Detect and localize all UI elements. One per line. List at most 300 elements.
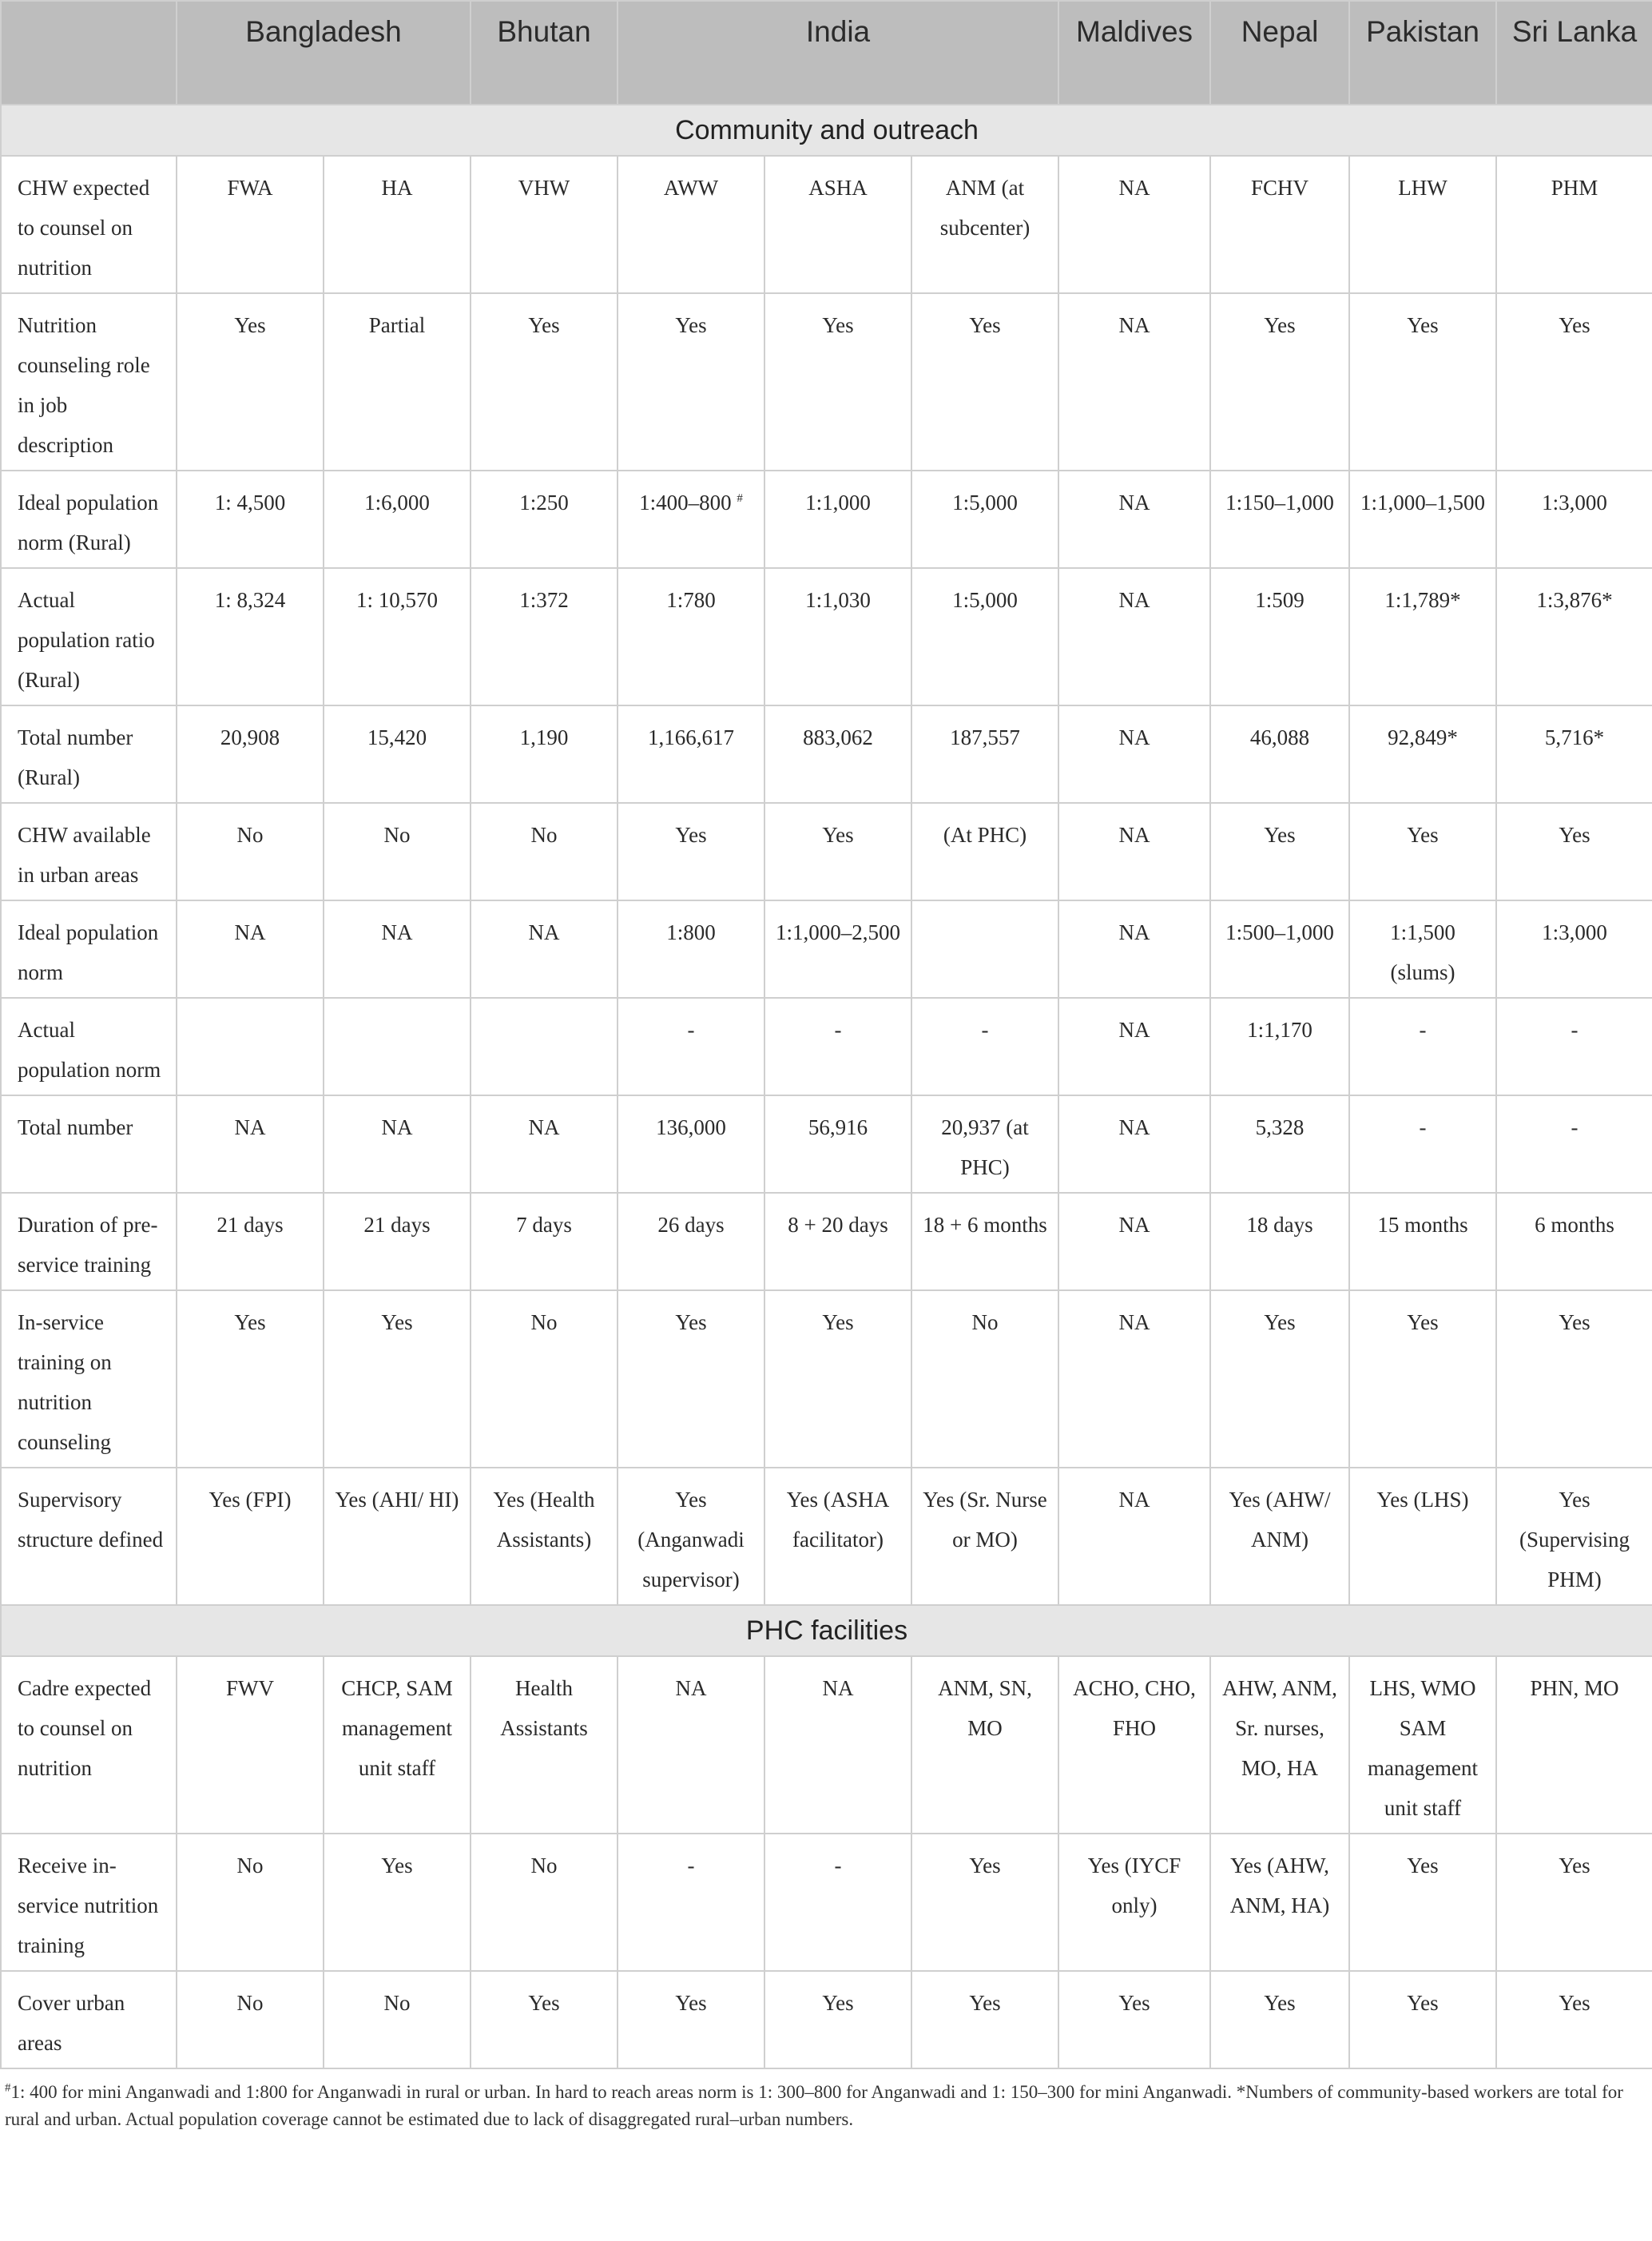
row-label: Ideal population norm <box>1 900 177 998</box>
row-label: Total number (Rural) <box>1 705 177 803</box>
table-cell <box>471 293 618 471</box>
table-row <box>1 1834 1652 1971</box>
row-label: Cadre expected to counsel on nutrition <box>1 1656 177 1834</box>
table-cell <box>764 568 911 705</box>
cell-value: Yes <box>1264 1310 1296 1334</box>
table-cell <box>911 1193 1058 1290</box>
row-label: Duration of pre-service training <box>1 1193 177 1290</box>
cell-value: 15,420 <box>367 725 427 749</box>
table-cell <box>1496 156 1652 293</box>
table-cell <box>911 803 1058 900</box>
header-india: India <box>618 1 1058 105</box>
cell-value: 1:1,000–2,500 <box>776 920 901 944</box>
cell-value: Yes <box>381 1310 413 1334</box>
table-cell <box>911 1468 1058 1605</box>
cell-value: NA <box>1118 491 1150 515</box>
row-label: Ideal population norm (Rural) <box>1 471 177 568</box>
row-label: Supervisory structure defined <box>1 1468 177 1605</box>
table-cell <box>324 1468 471 1605</box>
cell-value: 1: 4,500 <box>214 491 286 515</box>
table-cell <box>1496 1971 1652 2068</box>
table-cell <box>764 1193 911 1290</box>
row-label: CHW available in urban areas <box>1 803 177 900</box>
cell-value: Yes <box>1264 313 1296 337</box>
table-cell <box>471 1656 618 1834</box>
table-cell <box>177 705 324 803</box>
cell-value: 21 days <box>216 1213 284 1237</box>
table-cell <box>1210 1290 1349 1468</box>
table-cell <box>177 156 324 293</box>
table-cell <box>471 156 618 293</box>
table-cell <box>1058 1834 1210 1971</box>
row-label: Cover urban areas <box>1 1971 177 2068</box>
cell-value: - <box>1571 1115 1579 1139</box>
table-cell <box>618 471 764 568</box>
table-cell <box>911 568 1058 705</box>
cell-value: - <box>1419 1115 1427 1139</box>
table-cell <box>764 1834 911 1971</box>
table-cell <box>177 1290 324 1468</box>
header-pakistan: Pakistan <box>1349 1 1496 105</box>
header-nepal: Nepal <box>1210 1 1349 105</box>
table-row <box>1 1095 1652 1193</box>
cell-value: No <box>236 1854 264 1877</box>
cell-value: PHM <box>1551 176 1598 200</box>
cell-value: 1:3,000 <box>1542 920 1607 944</box>
cell-value: 1: 8,324 <box>214 588 286 612</box>
table-cell <box>618 1834 764 1971</box>
cell-value: 136,000 <box>656 1115 726 1139</box>
table-row <box>1 1193 1652 1290</box>
table-cell <box>324 900 471 998</box>
cell-value: 187,557 <box>950 725 1020 749</box>
table-cell <box>911 998 1058 1095</box>
cell-value: NA <box>1118 920 1150 944</box>
table-cell <box>1496 471 1652 568</box>
cell-value: 5,716* <box>1544 725 1605 749</box>
cell-value: NA <box>1118 1018 1150 1042</box>
table-cell <box>324 1290 471 1468</box>
table-cell <box>177 900 324 998</box>
cell-value: NA <box>1118 176 1150 200</box>
table-cell <box>618 1656 764 1834</box>
table-cell <box>1058 1095 1210 1193</box>
table-cell <box>911 1971 1058 2068</box>
cell-value: 18 + 6 months <box>923 1213 1047 1237</box>
cell-value: 1:150–1,000 <box>1225 491 1334 515</box>
table-cell <box>1349 1656 1496 1834</box>
table-cell <box>1349 471 1496 568</box>
cell-value: NA <box>1118 1488 1150 1512</box>
cell-value: Yes (LHS) <box>1376 1488 1469 1512</box>
table-cell <box>1058 568 1210 705</box>
table-cell <box>1349 998 1496 1095</box>
cell-value: Yes <box>528 313 560 337</box>
table-cell <box>618 293 764 471</box>
cell-value: NA <box>1118 1115 1150 1139</box>
table-cell <box>324 803 471 900</box>
row-label: Total number <box>1 1095 177 1193</box>
cell-value: Yes <box>675 1991 707 2015</box>
table-cell <box>1210 803 1349 900</box>
cell-value: Yes <box>1559 823 1590 847</box>
table-cell <box>177 1971 324 2068</box>
cell-value: - <box>981 1018 989 1042</box>
cell-value: No <box>383 1991 411 2015</box>
table-cell <box>911 1656 1058 1834</box>
cell-value: Yes (Supervising PHM) <box>1519 1488 1630 1591</box>
header-row <box>1 1 1652 105</box>
cell-value: Yes <box>1559 313 1590 337</box>
cell-value: 1:5,000 <box>952 491 1018 515</box>
cell-value: No <box>530 1854 558 1877</box>
cell-value: (At PHC) <box>943 823 1027 847</box>
table-cell <box>1058 803 1210 900</box>
table-cell <box>1210 1656 1349 1834</box>
table-cell <box>1058 1971 1210 2068</box>
table-cell <box>177 568 324 705</box>
table-cell <box>471 568 618 705</box>
table-cell <box>1349 293 1496 471</box>
cell-value: NA <box>822 1676 854 1700</box>
cell-value: FWV <box>226 1676 274 1700</box>
cell-value: Yes <box>1559 1854 1590 1877</box>
table-cell <box>1210 1095 1349 1193</box>
header-bangladesh: Bangladesh <box>177 1 471 105</box>
table-cell <box>1058 156 1210 293</box>
cell-value: ACHO, CHO, FHO <box>1073 1676 1196 1740</box>
cell-value: NA <box>234 920 266 944</box>
table-cell <box>1496 293 1652 471</box>
table-cell <box>1349 1468 1496 1605</box>
table-cell <box>618 1971 764 2068</box>
cell-value: 1:250 <box>519 491 569 515</box>
cell-value: 1:1,000 <box>805 491 871 515</box>
table-cell <box>1349 1834 1496 1971</box>
table-cell <box>177 293 324 471</box>
table-cell <box>618 568 764 705</box>
table-cell <box>471 998 618 1095</box>
table-cell <box>764 998 911 1095</box>
table-cell <box>618 1193 764 1290</box>
table-cell <box>764 1468 911 1605</box>
table-cell <box>1058 900 1210 998</box>
table-cell <box>618 803 764 900</box>
table-cell <box>471 1290 618 1468</box>
table-cell <box>1496 998 1652 1095</box>
cell-value: Health Assistants <box>500 1676 588 1740</box>
cell-value: 20,908 <box>220 725 280 749</box>
table-cell <box>324 1834 471 1971</box>
section-row <box>1 1605 1652 1656</box>
cell-value: NA <box>675 1676 707 1700</box>
table-row <box>1 998 1652 1095</box>
table-cell <box>1210 1971 1349 2068</box>
cell-value: Yes <box>1559 1991 1590 2015</box>
cell-value: Yes <box>1407 1310 1439 1334</box>
cell-value: Yes (AHW, ANM, HA) <box>1229 1854 1330 1917</box>
cell-value: 1:1,500 (slums) <box>1390 920 1455 984</box>
row-label: Nutrition counseling role in job description <box>1 293 177 471</box>
cell-value: AWW <box>663 176 719 200</box>
table-cell <box>471 471 618 568</box>
header-maldives: Maldives <box>1058 1 1210 105</box>
cell-value: Yes (ASHA facilitator) <box>786 1488 890 1552</box>
cell-value: ASHA <box>808 176 868 200</box>
row-label: Receive in-service nutrition training <box>1 1834 177 1971</box>
table-cell <box>764 705 911 803</box>
table-cell <box>1349 1193 1496 1290</box>
table-row <box>1 705 1652 803</box>
cell-value: 8 + 20 days <box>788 1213 888 1237</box>
table-cell <box>324 1193 471 1290</box>
table-cell <box>471 1193 618 1290</box>
footnote-text: 1: 400 for mini Anganwadi and 1:800 for Anganwadi in rural or urban. In hard to reach areas norm is 1: 300–800 for Anganwadi and 1: 150–300 for mini Anganwadi. *Numbers of community-based workers are total for rural and urban. Actual population coverage cannot be estimated due to lack of disaggregated rural–urban numbers. <box>5 2082 1623 2129</box>
table-cell <box>324 293 471 471</box>
cell-value: Partial <box>368 313 426 337</box>
cell-value: CHCP, SAM management unit staff <box>341 1676 453 1780</box>
cell-value: Yes <box>1264 1991 1296 2015</box>
table-cell <box>1349 1095 1496 1193</box>
table-row <box>1 803 1652 900</box>
table-cell <box>1349 900 1496 998</box>
cell-value: Yes <box>1118 1991 1150 2015</box>
cell-value: PHN, MO <box>1530 1676 1619 1700</box>
table-cell <box>911 1290 1058 1468</box>
cell-value: Yes <box>675 823 707 847</box>
cell-value: LHW <box>1398 176 1447 200</box>
table-cell <box>471 803 618 900</box>
header-blank <box>1 1 177 105</box>
cell-value: Yes <box>969 1991 1001 2015</box>
table-footnote <box>0 2069 1652 2133</box>
table-cell <box>1349 568 1496 705</box>
cell-value: Yes <box>822 1991 854 2015</box>
table-cell <box>1496 1834 1652 1971</box>
cell-value: Yes <box>675 1310 707 1334</box>
table-row <box>1 156 1652 293</box>
cell-value: Yes <box>1559 1310 1590 1334</box>
table-cell <box>1496 568 1652 705</box>
table-row <box>1 293 1652 471</box>
cell-value: - <box>834 1018 842 1042</box>
table-cell <box>764 1290 911 1468</box>
cell-value: NA <box>381 920 413 944</box>
table-cell <box>764 293 911 471</box>
table-cell <box>324 1656 471 1834</box>
table-cell <box>177 471 324 568</box>
table-cell <box>618 1095 764 1193</box>
table-cell <box>471 1468 618 1605</box>
cell-value: Yes (Anganwadi supervisor) <box>637 1488 745 1591</box>
table-cell <box>177 803 324 900</box>
table-cell <box>1210 1468 1349 1605</box>
cell-value: FCHV <box>1251 176 1309 200</box>
table-cell <box>1210 998 1349 1095</box>
table-cell <box>1058 998 1210 1095</box>
header-sri-lanka: Sri Lanka <box>1496 1 1652 105</box>
table-cell <box>471 1834 618 1971</box>
table-cell <box>1496 1290 1652 1468</box>
table-cell <box>911 705 1058 803</box>
table-cell <box>324 568 471 705</box>
cell-value: No <box>236 1991 264 2015</box>
cell-value: 15 months <box>1377 1213 1468 1237</box>
cell-value: Yes (FPI) <box>208 1488 292 1512</box>
table-cell <box>324 1971 471 2068</box>
table-cell <box>177 1656 324 1834</box>
cell-value: LHS, WMO SAM management unit staff <box>1368 1676 1478 1820</box>
cell-value: No <box>530 823 558 847</box>
table-cell <box>1349 1290 1496 1468</box>
cell-value: Yes (AHW/ ANM) <box>1229 1488 1331 1552</box>
cell-value: VHW <box>518 176 570 200</box>
table-cell <box>177 1834 324 1971</box>
cell-value: 6 months <box>1535 1213 1614 1237</box>
cell-value: 883,062 <box>803 725 873 749</box>
cell-value: 1:780 <box>666 588 716 612</box>
cell-value: - <box>1571 1018 1579 1042</box>
cell-value: Yes (Sr. Nurse or MO) <box>923 1488 1047 1552</box>
table-cell <box>1058 293 1210 471</box>
table-cell <box>911 1095 1058 1193</box>
cell-value: 1,166,617 <box>648 725 735 749</box>
table-cell <box>1349 705 1496 803</box>
table-cell <box>1496 803 1652 900</box>
cell-value: 1: 10,570 <box>356 588 439 612</box>
cell-value: 20,937 (at PHC) <box>941 1115 1029 1179</box>
cell-value: Yes <box>969 1854 1001 1877</box>
table-cell <box>1496 1193 1652 1290</box>
row-label: In-service training on nutrition counseling <box>1 1290 177 1468</box>
table-row <box>1 1971 1652 2068</box>
cell-value: No <box>383 823 411 847</box>
cell-value: NA <box>1118 823 1150 847</box>
cell-value: Yes <box>381 1854 413 1877</box>
cell-value: NA <box>1118 313 1150 337</box>
cell-value: Yes <box>234 313 266 337</box>
cell-value: Yes <box>528 1991 560 2015</box>
table-row <box>1 568 1652 705</box>
cell-value: 5,328 <box>1255 1115 1305 1139</box>
table-cell <box>471 1095 618 1193</box>
table-cell <box>177 1468 324 1605</box>
cell-value: 7 days <box>516 1213 572 1237</box>
cell-value: 1:5,000 <box>952 588 1018 612</box>
header-bhutan: Bhutan <box>471 1 618 105</box>
cell-value: Yes <box>234 1310 266 1334</box>
cell-value: No <box>971 1310 999 1334</box>
table-cell <box>1496 1656 1652 1834</box>
table-cell <box>1210 1193 1349 1290</box>
table-cell <box>618 1290 764 1468</box>
table-cell <box>1058 1656 1210 1834</box>
cell-value: 1:1,030 <box>805 588 871 612</box>
cell-value: 26 days <box>657 1213 725 1237</box>
footnote-mark: # <box>5 2081 11 2095</box>
table-cell <box>911 293 1058 471</box>
cell-value: Yes (Health Assistants) <box>493 1488 595 1552</box>
cell-value: Yes <box>1407 1991 1439 2015</box>
table-cell <box>618 998 764 1095</box>
table-cell <box>764 1095 911 1193</box>
cell-value: 1:1,789* <box>1384 588 1461 612</box>
cell-value: Yes <box>1407 313 1439 337</box>
table-cell <box>177 998 324 1095</box>
table-cell <box>618 900 764 998</box>
cell-value: Yes <box>969 313 1001 337</box>
cell-value: 1:1,000–1,500 <box>1360 491 1486 515</box>
cell-value: NA <box>1118 1213 1150 1237</box>
table-cell <box>911 156 1058 293</box>
table-cell <box>764 803 911 900</box>
table-cell <box>1058 1193 1210 1290</box>
cell-value: ANM (at subcenter) <box>939 176 1031 240</box>
table-cell <box>764 471 911 568</box>
cell-value: 46,088 <box>1249 725 1310 749</box>
table-cell <box>324 1095 471 1193</box>
table-cell <box>1349 156 1496 293</box>
cell-value: 1:400–800 <box>639 491 732 515</box>
cell-value: 92,849* <box>1388 725 1458 749</box>
table-cell <box>1496 900 1652 998</box>
table-cell <box>471 1971 618 2068</box>
table-cell <box>764 156 911 293</box>
section-row <box>1 105 1652 156</box>
table-row <box>1 471 1652 568</box>
cell-value: 1,190 <box>519 725 569 749</box>
cell-value: NA <box>528 1115 560 1139</box>
cell-value: NA <box>1118 725 1150 749</box>
table-cell <box>1058 1290 1210 1468</box>
table-cell <box>1210 471 1349 568</box>
cell-value: Yes (AHI/ HI) <box>335 1488 459 1512</box>
cell-value: - <box>687 1018 695 1042</box>
cell-value: No <box>530 1310 558 1334</box>
table-cell <box>324 471 471 568</box>
cell-value: 1:3,876* <box>1536 588 1613 612</box>
cell-value: AHW, ANM, Sr. nurses, MO, HA <box>1222 1676 1337 1780</box>
cell-value: - <box>1419 1018 1427 1042</box>
cell-value: - <box>687 1854 695 1877</box>
cell-value: NA <box>234 1115 266 1139</box>
table-cell <box>1210 568 1349 705</box>
row-label: CHW expected to counsel on nutrition <box>1 156 177 293</box>
cell-value: NA <box>1118 588 1150 612</box>
table-cell <box>324 705 471 803</box>
table-cell <box>1058 705 1210 803</box>
table-row <box>1 1656 1652 1834</box>
table-row <box>1 1290 1652 1468</box>
table-cell <box>1058 1468 1210 1605</box>
table-cell <box>324 998 471 1095</box>
cell-value: HA <box>381 176 413 200</box>
table-cell <box>764 900 911 998</box>
row-label: Actual population ratio (Rural) <box>1 568 177 705</box>
table-cell <box>1496 1095 1652 1193</box>
table-cell <box>1210 900 1349 998</box>
section-title: Community and outreach <box>1 105 1652 156</box>
cell-value: 56,916 <box>808 1115 868 1139</box>
cell-value: NA <box>381 1115 413 1139</box>
table-cell <box>471 900 618 998</box>
cell-value: Yes <box>675 313 707 337</box>
cell-value: Yes <box>822 1310 854 1334</box>
cell-value: No <box>236 823 264 847</box>
table-cell <box>1210 156 1349 293</box>
table-cell <box>324 156 471 293</box>
table-cell <box>1496 705 1652 803</box>
